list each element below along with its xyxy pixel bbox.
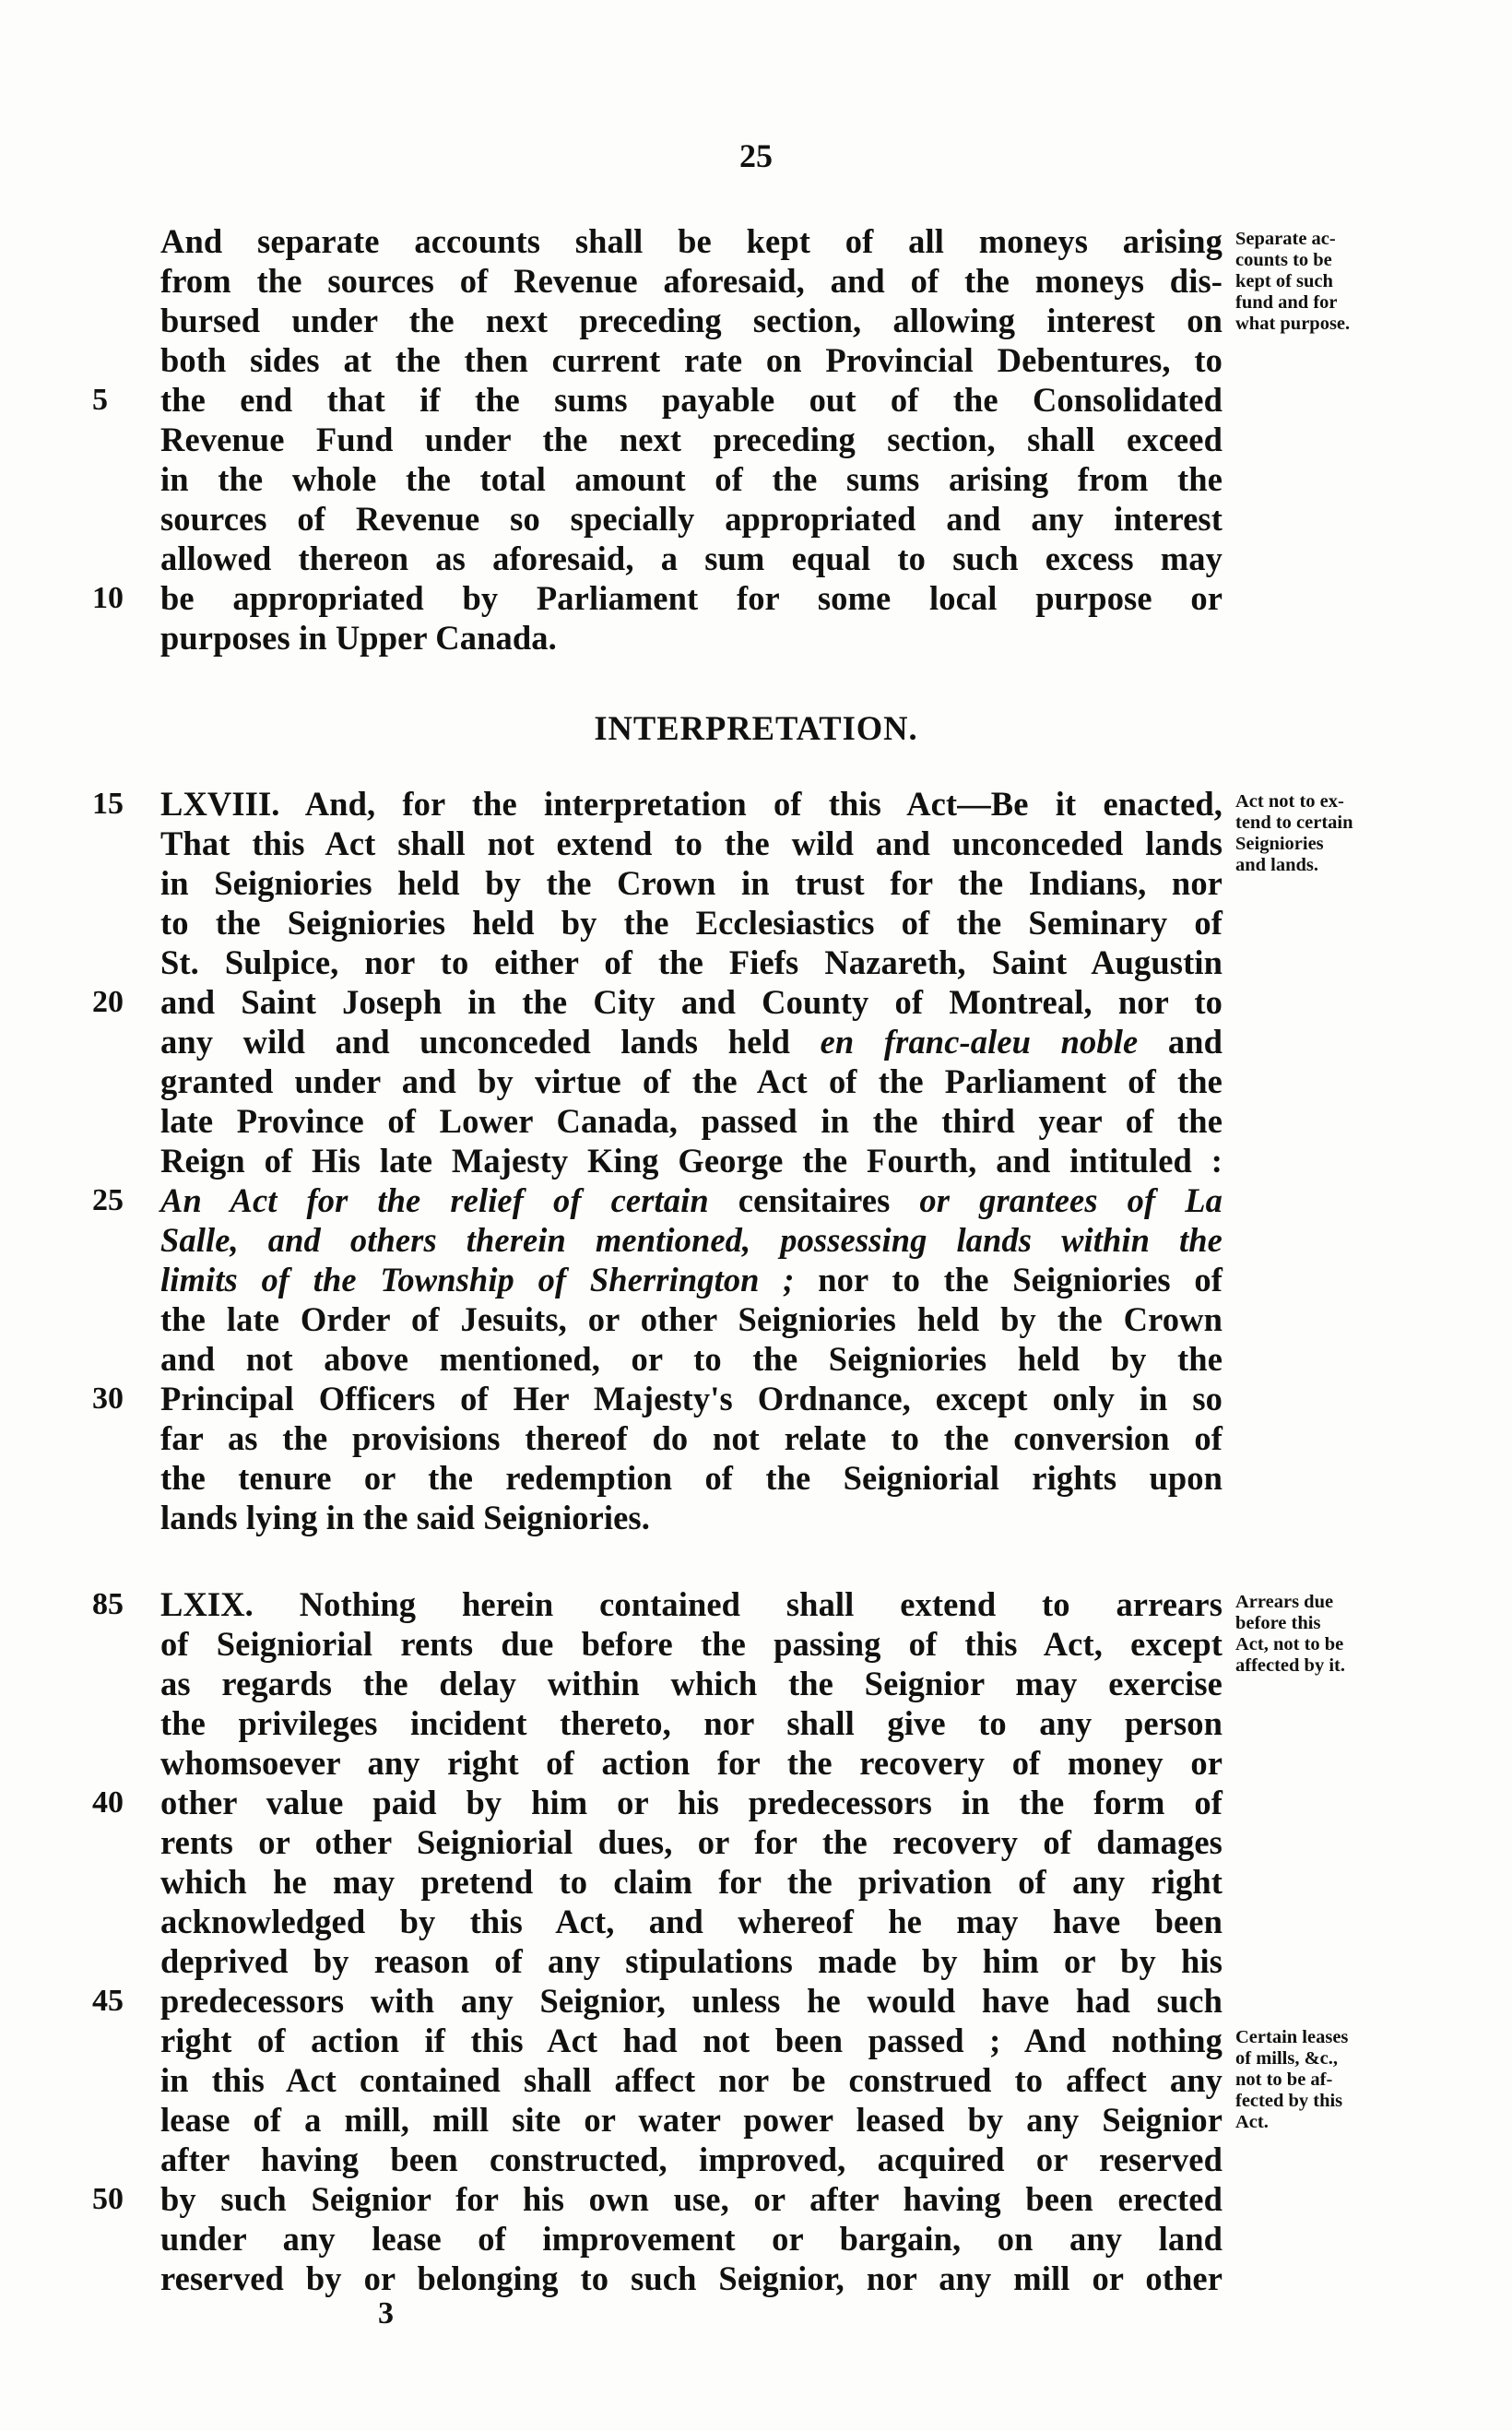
text-line: far as the provisions thereof do not relate to the conversion of <box>160 1419 1223 1457</box>
margin-note-line: Separate ac- <box>1235 229 1336 249</box>
text-line: That this Act shall not extend to the wild and unconceded lands <box>160 824 1223 862</box>
text-line: the late Order of Jesuits, or other Seigniories held by the Crown <box>160 1300 1223 1338</box>
text-line: LXVIII. And, for the interpretation of this Act—Be it enacted, <box>160 785 1223 823</box>
text-line: sources of Revenue so specially appropriated and any interest <box>160 500 1223 538</box>
text-line: rents or other Seigniorial dues, or for the recovery of damages <box>160 1823 1223 1861</box>
text-line: predecessors with any Seignior, unless he would have had such <box>160 1982 1223 2020</box>
line-number: 30 <box>92 1382 124 1416</box>
margin-note-line: Certain leases <box>1235 2027 1349 2047</box>
text-line: reserved by or belonging to such Seignior, nor any mill or other <box>160 2259 1223 2297</box>
margin-note-line: before this <box>1235 1613 1321 1633</box>
text-line: both sides at the then current rate on Provincial Debentures, to <box>160 341 1223 379</box>
margin-note-line: Act not to ex- <box>1235 791 1344 812</box>
italic-phrase: en franc-aleu noble <box>820 1023 1139 1061</box>
italic-phrase: grantees of La <box>979 1181 1223 1219</box>
text-line: and not above mentioned, or to the Seigniories held by the <box>160 1340 1223 1378</box>
margin-note <box>1235 1592 1447 1677</box>
text-line: the privileges incident thereto, nor shall give to any person <box>160 1704 1223 1742</box>
italic-phrase: or <box>919 1181 951 1219</box>
margin-note-line: and lands. <box>1235 855 1319 875</box>
italic-phrase: An Act for the relief of certain <box>160 1181 709 1219</box>
text-line: right of action if this Act had not been passed ; And nothing <box>160 2022 1223 2059</box>
margin-note-line: Seigniories <box>1235 834 1324 854</box>
line-number: 45 <box>92 1984 124 2018</box>
text-line: Reign of His late Majesty King George the Fourth, and intituled : <box>160 1142 1223 1180</box>
text-line <box>160 1260 1223 1300</box>
margin-note <box>1235 229 1447 335</box>
text-line: late Province of Lower Canada, passed in the third year of the <box>160 1102 1223 1140</box>
line-number: 85 <box>92 1587 124 1621</box>
line-number: 15 <box>92 787 124 821</box>
line-number: 40 <box>92 1785 124 1820</box>
text-line <box>160 1022 1223 1062</box>
line-number: 10 <box>92 581 124 615</box>
page-number: 25 <box>739 137 773 174</box>
text-line: in the whole the total amount of the sums arising from the <box>160 460 1223 498</box>
text-line: in Seigniories held by the Crown in trust for the Indians, nor <box>160 864 1223 902</box>
section-heading: INTERPRETATION. <box>594 709 918 747</box>
text-line: to the Seigniories held by the Ecclesiastics of the Seminary of <box>160 904 1223 942</box>
text-line: LXIX. Nothing herein contained shall extend to arrears <box>160 1585 1223 1623</box>
margin-note-line: Act. <box>1235 2112 1269 2132</box>
line-number: 5 <box>92 383 108 417</box>
text-line: be appropriated by Parliament for some local purpose or <box>160 579 1223 617</box>
text-line: granted under and by virtue of the Act of the Parliament of the <box>160 1062 1223 1100</box>
text-segment: any wild and unconceded lands held <box>160 1023 791 1061</box>
text-line: Salle, and others therein mentioned, possessing lands within the <box>160 1221 1223 1259</box>
signature-mark: 3 <box>378 2296 394 2330</box>
line-number: 20 <box>92 985 124 1019</box>
text-line: whomsoever any right of action for the recovery of money or <box>160 1744 1223 1782</box>
margin-note-line: fund and for <box>1235 292 1338 313</box>
text-line <box>160 1180 1223 1221</box>
margin-note-line: what purpose. <box>1235 314 1351 334</box>
margin-note-line: counts to be <box>1235 250 1332 270</box>
margin-note-line: fected by this <box>1235 2091 1343 2111</box>
text-line: the tenure or the redemption of the Seigniorial rights upon <box>160 1459 1223 1497</box>
text-segment: nor to the Seigniories of <box>818 1261 1223 1299</box>
text-line: of Seigniorial rents due before the passing of this Act, except <box>160 1625 1223 1663</box>
margin-note <box>1235 2027 1447 2133</box>
line-number: 50 <box>92 2182 124 2216</box>
text-line: St. Sulpice, nor to either of the Fiefs Nazareth, Saint Augustin <box>160 943 1223 981</box>
text-line: Principal Officers of Her Majesty's Ordnance, except only in so <box>160 1380 1223 1417</box>
margin-note-line: not to be af- <box>1235 2069 1333 2090</box>
text-line: lands lying in the said Seigniories. <box>160 1499 650 1536</box>
text-segment: censitaires <box>738 1181 891 1219</box>
text-line: which he may pretend to claim for the privation of any right <box>160 1863 1223 1901</box>
text-line: after having been constructed, improved, acquired or reserved <box>160 2140 1223 2178</box>
text-line: under any lease of improvement or bargain, on any land <box>160 2220 1223 2258</box>
text-line: other value paid by him or his predecessors in the form of <box>160 1784 1223 1821</box>
margin-note-line: of mills, &c., <box>1235 2048 1339 2069</box>
text-line: the end that if the sums payable out of the Consolidated <box>160 381 1223 419</box>
margin-note-line: tend to certain <box>1235 812 1353 833</box>
text-line: by such Seignior for his own use, or after having been erected <box>160 2180 1223 2218</box>
text-line: And separate accounts shall be kept of all moneys arising <box>160 222 1223 260</box>
text-line: in this Act contained shall affect nor be construed to affect any <box>160 2061 1223 2099</box>
margin-note-line: affected by it. <box>1235 1655 1345 1676</box>
margin-note-line: kept of such <box>1235 271 1333 291</box>
italic-phrase: limits of the Township of Sherrington ; <box>160 1261 795 1299</box>
text-line: deprived by reason of any stipulations made by him or by his <box>160 1942 1223 1980</box>
text-line: Revenue Fund under the next preceding section, shall exceed <box>160 421 1223 458</box>
text-line: from the sources of Revenue aforesaid, and of the moneys dis- <box>160 262 1223 300</box>
line-number: 25 <box>92 1183 124 1217</box>
text-segment: and <box>1167 1023 1223 1061</box>
text-line: allowed thereon as aforesaid, a sum equal to such excess may <box>160 540 1223 577</box>
text-line: bursed under the next preceding section, allowing interest on <box>160 302 1223 339</box>
text-line: as regards the delay within which the Seignior may exercise <box>160 1665 1223 1702</box>
margin-note-line: Act, not to be <box>1235 1634 1344 1654</box>
margin-note-line: Arrears due <box>1235 1592 1334 1612</box>
text-line: and Saint Joseph in the City and County of Montreal, nor to <box>160 983 1223 1021</box>
text-line: lease of a mill, mill site or water power leased by any Seignior <box>160 2101 1223 2139</box>
text-line: purposes in Upper Canada. <box>160 619 557 657</box>
text-line: acknowledged by this Act, and whereof he may have been <box>160 1903 1223 1940</box>
margin-note <box>1235 791 1447 876</box>
